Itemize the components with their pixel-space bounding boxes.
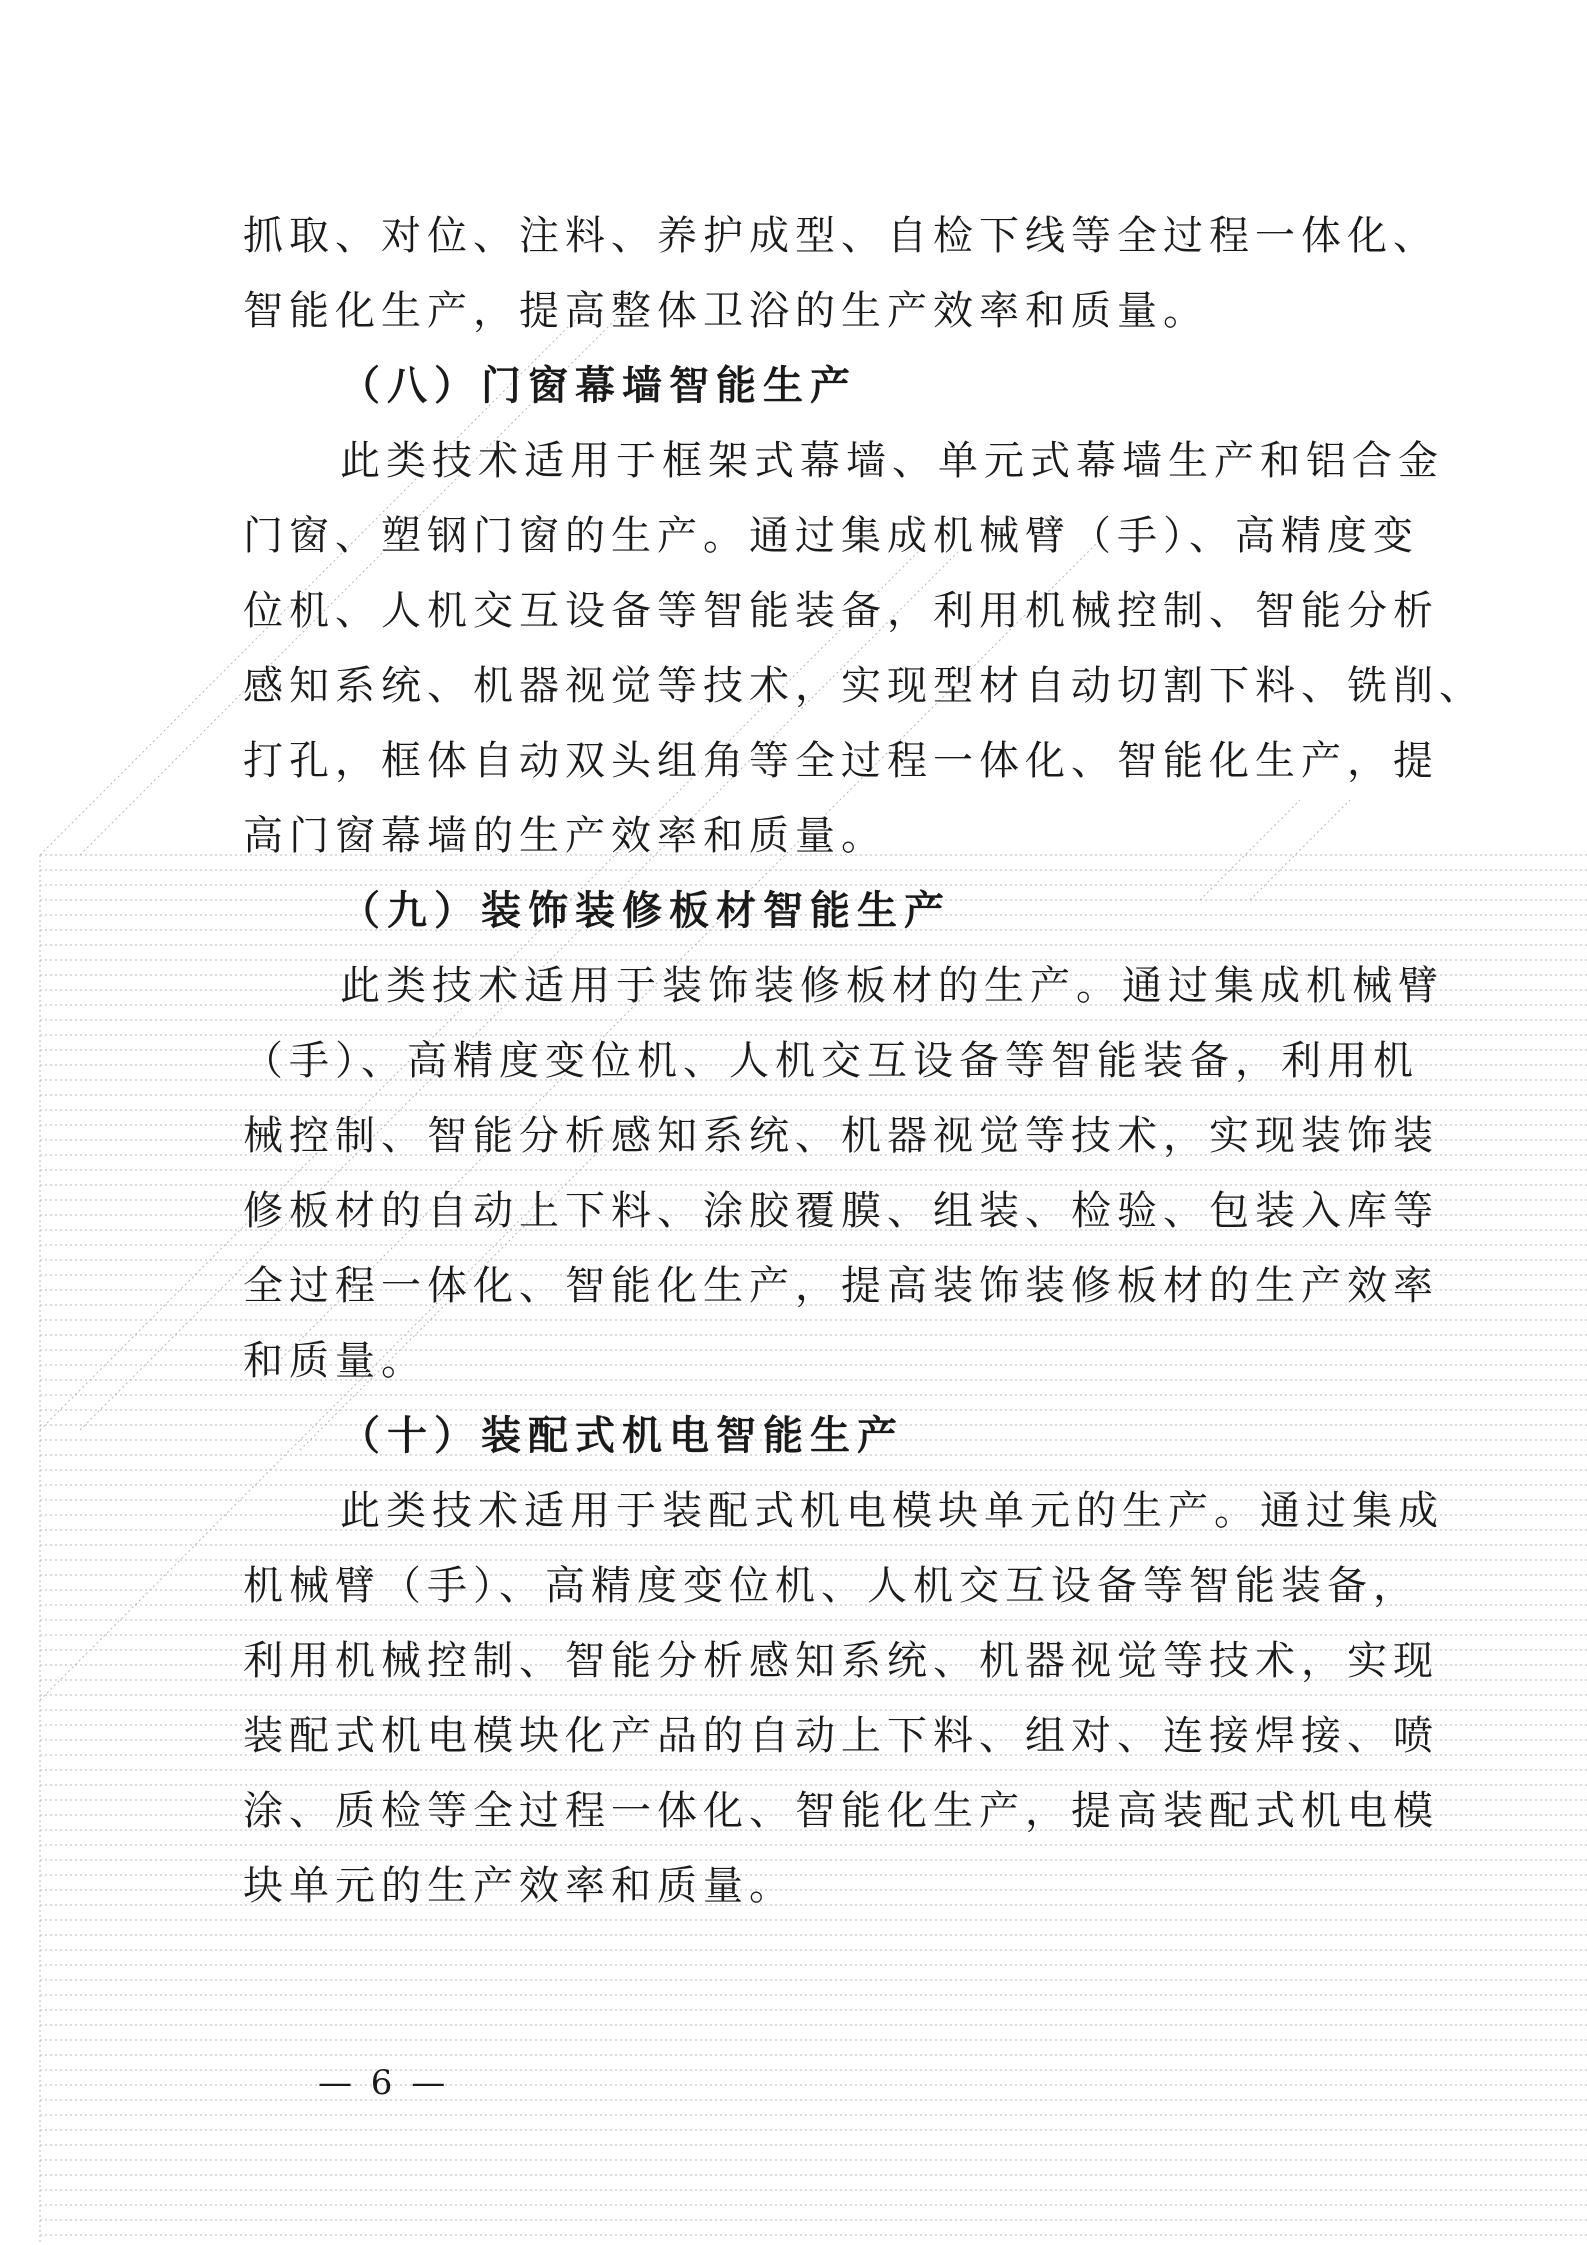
body-text-line: 涂、质检等全过程一体化、智能化生产，提高装配式机电模 (243, 1788, 1439, 1834)
body-text-line: 打孔，框体自动双头组角等全过程一体化、智能化生产，提 (243, 738, 1439, 784)
body-text-line: 和质量。 (243, 1338, 427, 1384)
body-text-line: 修板材的自动上下料、涂胶覆膜、组装、检验、包装入库等 (243, 1188, 1439, 1234)
body-text-line: 智能化生产，提高整体卫浴的生产效率和质量。 (243, 288, 1209, 334)
body-text-line: 此类技术适用于装饰装修板材的生产。通过集成机械臂 (340, 963, 1444, 1009)
body-text-line: 高门窗幕墙的生产效率和质量。 (243, 813, 887, 859)
body-text-line: 此类技术适用于框架式幕墙、单元式幕墙生产和铝合金 (340, 438, 1444, 484)
body-text-line: 械控制、智能分析感知系统、机器视觉等技术，实现装饰装 (243, 1113, 1439, 1159)
body-text-line: 利用机械控制、智能分析感知系统、机器视觉等技术，实现 (243, 1638, 1439, 1684)
body-text-line: 位机、人机交互设备等智能装备，利用机械控制、智能分析 (243, 588, 1439, 634)
body-text-line: 此类技术适用于装配式机电模块单元的生产。通过集成 (340, 1488, 1444, 1534)
body-text-line: 全过程一体化、智能化生产，提高装饰装修板材的生产效率 (243, 1263, 1439, 1309)
section-heading-8: （八）门窗幕墙智能生产 (340, 362, 857, 409)
section-heading-10: （十）装配式机电智能生产 (340, 1412, 904, 1459)
body-text-line: 抓取、对位、注料、养护成型、自检下线等全过程一体化、 (243, 213, 1439, 259)
body-text-line: 装配式机电模块化产品的自动上下料、组对、连接焊接、喷 (243, 1713, 1439, 1759)
body-text-line: （手）、高精度变位机、人机交互设备等智能装备，利用机 (243, 1038, 1419, 1084)
body-text-line: 感知系统、机器视觉等技术，实现型材自动切割下料、铣削、 (243, 663, 1485, 709)
page-number: — 6 — (318, 2063, 450, 2103)
body-text-line: 机械臂（手）、高精度变位机、人机交互设备等智能装备， (243, 1563, 1419, 1609)
body-text-line: 块单元的生产效率和质量。 (243, 1863, 795, 1909)
body-text-line: 门窗、塑钢门窗的生产。通过集成机械臂（手）、高精度变 (243, 513, 1419, 559)
section-heading-9: （九）装饰装修板材智能生产 (340, 887, 951, 934)
